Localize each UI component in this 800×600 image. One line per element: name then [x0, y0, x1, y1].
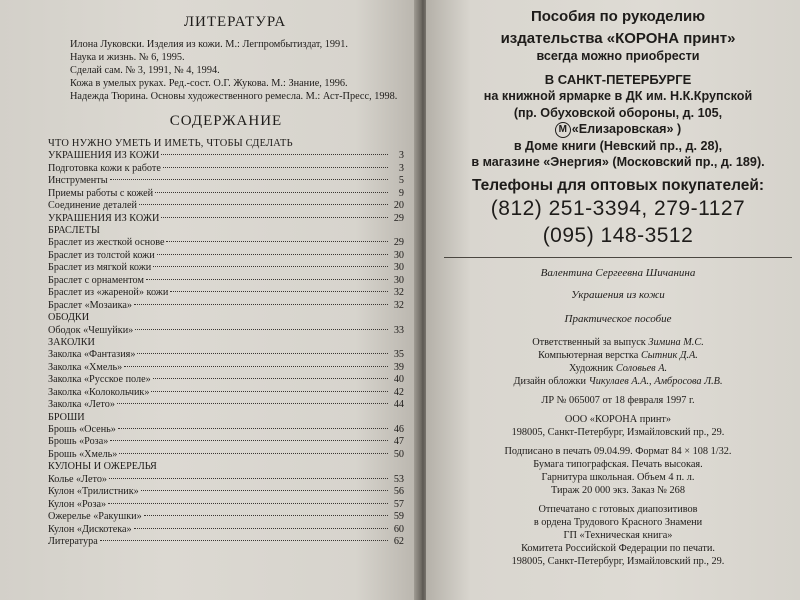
toc-leader-dots: [109, 478, 388, 479]
toc-row: [48, 436, 404, 448]
toc-entry-title: ОБОДКИ: [48, 312, 90, 324]
toc-leader-dots: [110, 179, 388, 180]
printer-1: Отпечатано с готовых диапозитивов: [538, 503, 698, 515]
toc-rows: [48, 150, 404, 548]
toc-page-number: 30: [393, 249, 404, 261]
ad-addr3: «Елизаровская» ): [571, 122, 682, 136]
toc-entry-title: Заколка «Хмель»: [48, 361, 123, 373]
credit-editor: Ответственный за выпуск Зимина М.С.: [532, 336, 704, 348]
toc-page-number: 33: [393, 324, 404, 336]
toc-page-number: 59: [393, 511, 404, 523]
toc-leader-dots: [124, 366, 388, 367]
toc-entry-title: Инструменты: [48, 175, 108, 187]
phone-2: (095) 148-3512: [542, 223, 694, 247]
toc-page-number: 40: [393, 374, 404, 386]
toc-row: [48, 213, 404, 225]
toc-leader-dots: [144, 515, 388, 516]
toc-row: [48, 300, 404, 312]
toc-row: [48, 150, 404, 162]
toc-row: [48, 499, 404, 511]
toc-row: [48, 188, 404, 200]
toc-page-number: 56: [393, 486, 404, 498]
toc-page-number: 30: [393, 274, 404, 286]
toc-page-number: 53: [393, 473, 404, 485]
toc-page-number: 32: [393, 287, 404, 299]
toc-leader-dots: [134, 528, 388, 529]
book-subtitle: Практическое пособие: [564, 312, 672, 325]
ad-city: В САНКТ-ПЕТЕРБУРГЕ: [544, 72, 692, 87]
ad-addr1: на книжной ярмарке в ДК им. Н.К.Крупской: [483, 89, 753, 103]
toc-page-number: 32: [393, 299, 404, 311]
author: Валентина Сергеевна Шичанина: [540, 266, 696, 279]
ad-addr5: в магазине «Энергия» (Московский пр., д. 189).: [471, 155, 765, 170]
toc-entry-title: Браслет из «жареной» кожи: [48, 287, 169, 299]
toc-entry-title: УКРАШЕНИЯ ИЗ КОЖИ: [48, 150, 160, 162]
toc-entry-title: Заколка «Колокольчик»: [48, 386, 150, 398]
toc-page-number: 9: [398, 187, 404, 199]
toc-entry-title: Заколка «Фантазия»: [48, 349, 136, 361]
toc-row: [48, 325, 404, 337]
toc-leader-dots: [108, 503, 388, 504]
publisher-address: 198005, Санкт-Петербург, Измайловский пр., 29.: [511, 426, 725, 438]
toc-leader-dots: [161, 154, 388, 155]
literature-item: Наука и жизнь. № 6, 1995.: [70, 52, 185, 63]
toc-entry-title: Брошь «Осень»: [48, 424, 116, 436]
toc-page-number: 44: [393, 399, 404, 411]
toc-leader-dots: [170, 291, 388, 292]
print-info-4: Тираж 20 000 экз. Заказ № 268: [551, 484, 685, 496]
printer-5: 198005, Санкт-Петербург, Измайловский пр., 29.: [511, 555, 725, 567]
toc-page-number: 57: [393, 498, 404, 510]
toc-row: [48, 287, 404, 299]
toc-leader-dots: [141, 490, 388, 491]
toc-entry-title: Браслет с орнаментом: [48, 274, 144, 286]
toc-row: [48, 262, 404, 274]
toc-leader-dots: [161, 217, 388, 218]
toc-row: [48, 474, 404, 486]
print-info-3: Гарнитура школьная. Объем 4 п. л.: [541, 471, 695, 483]
ad-addr2: (пр. Обуховской обороны, д. 105,: [513, 105, 723, 120]
toc-leader-dots: [118, 428, 388, 429]
toc-entry-title: Заколка «Лето»: [48, 399, 115, 411]
toc-entry-title: Браслет «Мозаика»: [48, 299, 132, 311]
toc-page-number: 46: [393, 424, 404, 436]
literature-item: Надежда Тюрина. Основы художественного ремесла. М.: Аст-Пресс, 1998.: [70, 91, 398, 102]
toc-row: [48, 524, 404, 536]
toc-leader-dots: [163, 167, 388, 168]
ad-addr3-row: [444, 121, 792, 138]
toc-leader-dots: [153, 266, 388, 267]
toc-entry-title: Приемы работы с кожей: [48, 187, 154, 199]
toc-entry-title: Подготовка кожи к работе: [48, 162, 161, 174]
toc-row: [48, 486, 404, 498]
toc-row: [48, 237, 404, 249]
toc-entry-title: Кулон «Роза»: [48, 498, 107, 510]
toc-page-number: 3: [398, 162, 404, 174]
toc-row: [48, 374, 404, 386]
ad-line2: издательства «КОРОНА принт»: [500, 30, 736, 47]
imprint-credits: [444, 336, 792, 568]
printer-3: ГП «Техническая книга»: [563, 529, 673, 541]
print-info-1: Подписано в печать 09.04.99. Формат 84 × 108 1/32.: [504, 445, 732, 457]
toc-page-number: 29: [393, 237, 404, 249]
toc-leader-dots: [151, 391, 388, 392]
toc-row: [48, 449, 404, 461]
toc-page-number: 50: [393, 448, 404, 460]
toc-row: [48, 225, 404, 237]
credit-layout: Компьютерная верстка Сытник Д.А.: [538, 349, 698, 361]
toc-row: [48, 163, 404, 175]
toc-leader-dots: [119, 453, 388, 454]
toc-leader-dots: [110, 440, 388, 441]
toc-row: [48, 250, 404, 262]
toc-page-number: 5: [398, 175, 404, 187]
toc-leader-dots: [155, 192, 388, 193]
toc-page-number: 39: [393, 361, 404, 373]
credit-cover: Дизайн обложки Чикулаев А.А., Амбросова Л.В.: [513, 375, 723, 387]
toc-entry-title: БРАСЛЕТЫ: [48, 225, 100, 237]
ad-line1: Пособия по рукоделию: [530, 8, 706, 25]
toc-row: [48, 175, 404, 187]
toc-leader-dots: [146, 279, 388, 280]
toc-row: [48, 461, 404, 473]
publisher: ООО «КОРОНА принт»: [564, 413, 672, 425]
toc-leader-dots: [166, 241, 388, 242]
table-of-contents: [48, 138, 404, 548]
toc-leader-dots: [137, 353, 388, 354]
toc-entry-title: Браслет из толстой кожи: [48, 249, 155, 261]
license: ЛР № 065007 от 18 февраля 1997 г.: [541, 394, 695, 406]
metro-icon: М: [555, 122, 571, 138]
toc-row: [48, 412, 404, 424]
toc-page-number: 60: [393, 523, 404, 535]
literature-item: Сделай сам. № 3, 1991, № 4, 1994.: [70, 65, 220, 76]
right-page: [426, 0, 800, 600]
toc-entry-title: Брошь «Роза»: [48, 436, 109, 448]
toc-leader-dots: [117, 403, 388, 404]
toc-row: [48, 312, 404, 324]
toc-row: [48, 424, 404, 436]
toc-page-number: 62: [393, 535, 404, 547]
toc-entry-title: УКРАШЕНИЯ ИЗ КОЖИ: [48, 212, 160, 224]
literature-item: Кожа в умелых руках. Ред.-сост. О.Г. Жукова. М.: Знание, 1996.: [70, 78, 348, 89]
toc-page-number: 20: [393, 200, 404, 212]
toc-title: СОДЕРЖАНИЕ: [169, 113, 283, 129]
toc-page-number: 29: [393, 212, 404, 224]
toc-leader-dots: [139, 204, 388, 205]
toc-entry-title: Ожерелье «Ракушки»: [48, 511, 142, 523]
ad-line3: всегда можно приобрести: [536, 49, 700, 63]
toc-entry-title: Колье «Лето»: [48, 473, 108, 485]
toc-row: [48, 275, 404, 287]
toc-entry-title: Брошь «Хмель»: [48, 448, 118, 460]
literature-title: ЛИТЕРАТУРА: [183, 14, 287, 30]
printer-2: в ордена Трудового Красного Знамени: [533, 516, 703, 528]
toc-row: [48, 536, 404, 548]
toc-row: [48, 349, 404, 361]
phone-1: (812) 251-3394, 279-1127: [490, 196, 746, 220]
toc-leader-dots: [100, 540, 388, 541]
toc-page-number: 35: [393, 349, 404, 361]
toc-entry-title: ЗАКОЛКИ: [48, 336, 95, 348]
toc-leader-dots: [157, 254, 388, 255]
toc-row: [48, 362, 404, 374]
toc-entry-title: КУЛОНЫ И ОЖЕРЕЛЬЯ: [48, 461, 157, 473]
toc-leader-dots: [134, 304, 388, 305]
literature-list: [48, 39, 404, 103]
toc-entry-title: Заколка «Русское поле»: [48, 374, 151, 386]
toc-entry-title: Кулон «Трилистник»: [48, 486, 139, 498]
toc-entry-title: Соединение деталей: [48, 200, 137, 212]
toc-page-number: 30: [393, 262, 404, 274]
toc-entry-title: Браслет из жесткой основе: [48, 237, 165, 249]
toc-row: [48, 337, 404, 349]
toc-row: [48, 387, 404, 399]
toc-row: [48, 200, 404, 212]
toc-page-number: 3: [398, 150, 404, 162]
credit-artist: Художник Соловьев А.: [568, 362, 668, 374]
toc-row: [48, 399, 404, 411]
ad-addr4: в Доме книги (Невский пр., д. 28),: [513, 138, 723, 153]
toc-row: [48, 511, 404, 523]
toc-entry-title: Браслет из мягкой кожи: [48, 262, 152, 274]
toc-entry-title: Ободок «Чешуйки»: [48, 324, 134, 336]
toc-leader-dots: [153, 378, 388, 379]
toc-heading: ЧТО НУЖНО УМЕТЬ И ИМЕТЬ, ЧТОБЫ СДЕЛАТЬ: [48, 138, 293, 149]
toc-page-number: 47: [393, 436, 404, 448]
toc-entry-title: Литература: [48, 535, 98, 547]
literature-item: Илона Луковски. Изделия из кожи. М.: Легпромбытиздат, 1991.: [70, 39, 348, 50]
advertisement: [444, 8, 792, 249]
book-title: Украшения из кожи: [571, 288, 665, 301]
divider: [444, 257, 792, 258]
toc-entry-title: Кулон «Дискотека»: [48, 523, 132, 535]
toc-page-number: 42: [393, 386, 404, 398]
printer-4: Комитета Российской Федерации по печати.: [521, 542, 715, 554]
toc-leader-dots: [135, 329, 388, 330]
print-info-2: Бумага типографская. Печать высокая.: [533, 458, 703, 470]
phones-title: Телефоны для оптовых покупателей:: [471, 176, 765, 194]
toc-entry-title: БРОШИ: [48, 411, 85, 423]
